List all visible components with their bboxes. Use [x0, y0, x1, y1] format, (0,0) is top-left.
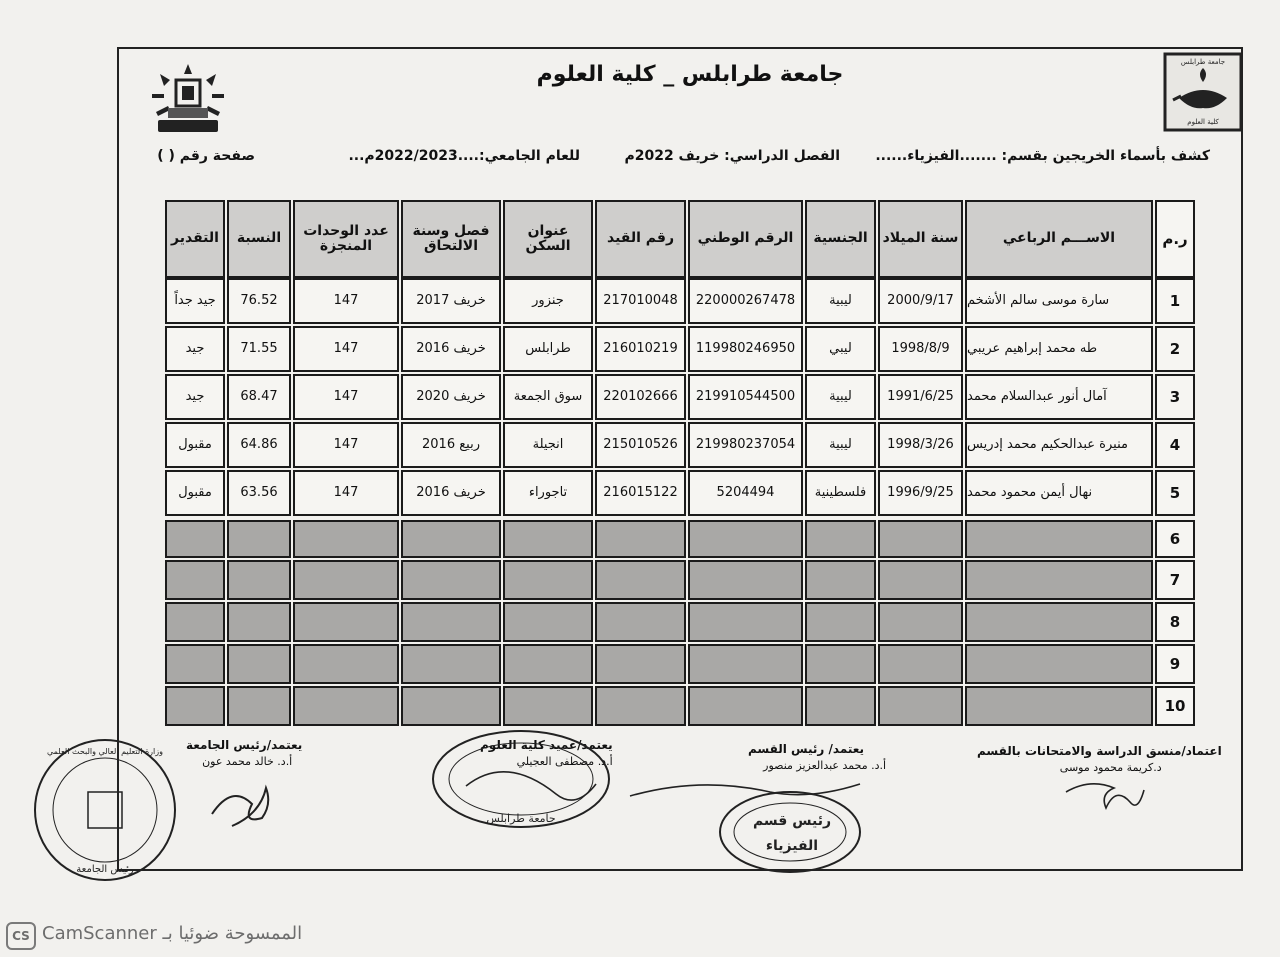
department-head-signature [748, 742, 886, 772]
table-cell-registration-number: 217010048 [595, 278, 686, 324]
coordinator-name: د.كريمة محمود موسى [1059, 761, 1162, 774]
department-stamp [620, 770, 880, 880]
table-cell-percentage: 64.86 [227, 422, 291, 468]
table-cell-address [503, 602, 593, 642]
svg-text:رئيس الجامعة: رئيس الجامعة [76, 864, 134, 875]
table-cell-nationality [805, 560, 876, 600]
table-cell-completed-units [293, 686, 399, 726]
table-cell-completed-units: 147 [293, 278, 399, 324]
table-cell-national-id: 119980246950 [688, 326, 803, 372]
table-cell-nationality: ليبية [805, 422, 876, 468]
president-title: يعتمد/رئيس الجامعة [186, 738, 303, 752]
table-cell-percentage [227, 686, 291, 726]
table-cell-full-name [965, 644, 1153, 684]
table-cell-grade: جيد [165, 374, 225, 420]
column-header-registration-number: رقم القيد [595, 200, 686, 278]
table-cell-birth-date [878, 520, 963, 558]
coordinator-handwritten-signature [1060, 772, 1150, 822]
table-cell-enrollment-term [401, 686, 501, 726]
table-cell-nationality [805, 686, 876, 726]
table-cell-nationality: ليبي [805, 326, 876, 372]
dean-name: أ.د. مصطفى العجيلي [516, 755, 613, 768]
table-cell-completed-units [293, 560, 399, 600]
table-cell-completed-units: 147 [293, 422, 399, 468]
table-cell-birth-date: 1991/6/25 [878, 374, 963, 420]
table-cell-national-id: 220000267478 [688, 278, 803, 324]
table-cell-percentage [227, 644, 291, 684]
camscanner-watermark [6, 920, 366, 950]
university-title: جامعة طرابلس _ كلية العلوم [536, 62, 844, 87]
table-cell-completed-units [293, 644, 399, 684]
table-cell-completed-units: 147 [293, 326, 399, 372]
table-cell-birth-date [878, 602, 963, 642]
table-cell-row-number: 2 [1155, 326, 1195, 372]
table-cell-enrollment-term: ربيع 2016 [401, 422, 501, 468]
department-head-title: يعتمد/ رئيس القسم [748, 742, 865, 756]
table-cell-grade: جيد جداً [165, 278, 225, 324]
table-cell-nationality: فلسطينية [805, 470, 876, 516]
table-cell-registration-number: 216015122 [595, 470, 686, 516]
table-cell-percentage: 63.56 [227, 470, 291, 516]
table-cell-address [503, 560, 593, 600]
camscanner-text: الممسوحة ضوئيا بـ CamScanner [42, 923, 303, 944]
table-cell-nationality [805, 644, 876, 684]
graduates-table [143, 198, 1197, 724]
table-cell-enrollment-term: خريف 2016 [401, 470, 501, 516]
svg-text:جامعة طرابلس: جامعة طرابلس [1180, 58, 1226, 66]
table-cell-nationality: ليبية [805, 374, 876, 420]
info-row [150, 148, 1210, 172]
table-cell-grade [165, 602, 225, 642]
table-cell-percentage: 68.47 [227, 374, 291, 420]
table-cell-registration-number: 215010526 [595, 422, 686, 468]
table-cell-address: سوق الجمعة [503, 374, 593, 420]
table-cell-registration-number: 216010219 [595, 326, 686, 372]
table-cell-full-name: طه محمد إبراهيم عريبي [965, 326, 1153, 372]
table-cell-enrollment-term [401, 644, 501, 684]
table-cell-registration-number: 220102666 [595, 374, 686, 420]
table-cell-row-number: 9 [1155, 644, 1195, 684]
table-cell-percentage [227, 602, 291, 642]
svg-text:رئيس قسم: رئيس قسم [752, 813, 832, 829]
column-header-national-id: الرقم الوطني [688, 200, 803, 278]
table-cell-row-number: 5 [1155, 470, 1195, 516]
camscanner-logo-icon: CS [6, 922, 36, 950]
svg-text:وزارة التعليم العالي والبحث ال: وزارة التعليم العالي والبحث العلمي [47, 747, 163, 756]
column-header-full-name: الاســـم الرباعي [965, 200, 1153, 278]
column-header-address: عنوان السكن [503, 200, 593, 278]
table-cell-full-name [965, 520, 1153, 558]
column-header-grade: التقدير [165, 200, 225, 278]
table-cell-registration-number [595, 686, 686, 726]
table-cell-national-id [688, 602, 803, 642]
table-cell-grade [165, 560, 225, 600]
table-cell-grade: مقبول [165, 422, 225, 468]
table-cell-registration-number [595, 602, 686, 642]
table-cell-birth-date: 1996/9/25 [878, 470, 963, 516]
table-cell-full-name: نهال أيمن محمود محمد [965, 470, 1153, 516]
table-cell-national-id [688, 686, 803, 726]
coordinator-signature [977, 744, 1222, 774]
table-cell-national-id: 219980237054 [688, 422, 803, 468]
table-cell-national-id: 219910544500 [688, 374, 803, 420]
table-cell-registration-number [595, 644, 686, 684]
table-cell-grade: مقبول [165, 470, 225, 516]
table-cell-national-id [688, 644, 803, 684]
table-cell-nationality [805, 520, 876, 558]
column-header-nationality: الجنسية [805, 200, 876, 278]
svg-text:جامعة طرابلس: جامعة طرابلس [486, 812, 556, 825]
table-cell-enrollment-term [401, 560, 501, 600]
column-header-percentage: النسبة [227, 200, 291, 278]
table-cell-percentage [227, 560, 291, 600]
table-cell-enrollment-term: خريف 2016 [401, 326, 501, 372]
table-cell-row-number: 8 [1155, 602, 1195, 642]
college-stamp [426, 724, 616, 834]
table-cell-completed-units: 147 [293, 374, 399, 420]
table-cell-completed-units [293, 602, 399, 642]
semester-label: الفصل الدراسي: خريف 2022م [624, 148, 840, 164]
president-signature [186, 738, 302, 768]
coordinator-title: اعتماد/منسق الدراسة والامتحانات بالقسم [977, 744, 1222, 758]
table-cell-enrollment-term [401, 602, 501, 642]
table-cell-enrollment-term: خريف 2020 [401, 374, 501, 420]
table-cell-grade [165, 686, 225, 726]
table-cell-address [503, 520, 593, 558]
table-cell-row-number: 1 [1155, 278, 1195, 324]
table-cell-national-id: 5204494 [688, 470, 803, 516]
graduates-department-label: كشف بأسماء الخريجين بقسم: .......الفيزياء...... [875, 148, 1210, 164]
table-cell-enrollment-term [401, 520, 501, 558]
table-cell-row-number: 10 [1155, 686, 1195, 726]
table-cell-address: انجيلة [503, 422, 593, 468]
table-cell-birth-date [878, 644, 963, 684]
table-cell-registration-number [595, 520, 686, 558]
table-cell-row-number: 4 [1155, 422, 1195, 468]
table-cell-completed-units [293, 520, 399, 558]
svg-text:كلية العلوم: كلية العلوم [1187, 118, 1219, 126]
column-header-birth-date: سنة الميلاد [878, 200, 963, 278]
table-cell-full-name: سارة موسى سالم الأشخم [965, 278, 1153, 324]
table-cell-address: طرابلس [503, 326, 593, 372]
table-cell-full-name: آمال أنور عبدالسلام محمد [965, 374, 1153, 420]
department-head-name: أ.د. محمد عبدالعزيز منصور [763, 759, 887, 772]
table-cell-percentage: 71.55 [227, 326, 291, 372]
table-cell-grade [165, 644, 225, 684]
table-cell-nationality: ليبية [805, 278, 876, 324]
column-header-completed-units: عدد الوحدات المنجزة [293, 200, 399, 278]
table-cell-full-name: منيرة عبدالحكيم محمد إدريس [965, 422, 1153, 468]
table-cell-nationality [805, 602, 876, 642]
academic-year-label: للعام الجامعي:....2022/2023م... [348, 148, 580, 164]
dean-title: يعتمد/عميد كلية العلوم [480, 738, 613, 752]
table-cell-row-number: 7 [1155, 560, 1195, 600]
table-cell-completed-units: 147 [293, 470, 399, 516]
table-cell-percentage [227, 520, 291, 558]
table-cell-full-name [965, 560, 1153, 600]
table-cell-row-number: 3 [1155, 374, 1195, 420]
table-cell-grade [165, 520, 225, 558]
table-cell-enrollment-term: خريف 2017 [401, 278, 501, 324]
president-name: أ.د. خالد محمد عون [202, 755, 293, 768]
table-cell-birth-date [878, 686, 963, 726]
table-cell-full-name [965, 602, 1153, 642]
column-header-row-number: ر.م [1155, 200, 1195, 278]
table-cell-address: جنزور [503, 278, 593, 324]
svg-text:الفيزياء: الفيزياء [765, 838, 819, 854]
table-cell-address [503, 686, 593, 726]
college-logo [1163, 52, 1243, 132]
table-cell-address [503, 644, 593, 684]
table-cell-full-name [965, 686, 1153, 726]
table-cell-national-id [688, 520, 803, 558]
table-cell-row-number: 6 [1155, 520, 1195, 558]
table-cell-national-id [688, 560, 803, 600]
table-cell-grade: جيد [165, 326, 225, 372]
table-cell-birth-date: 2000/9/17 [878, 278, 963, 324]
table-cell-birth-date [878, 560, 963, 600]
table-cell-registration-number [595, 560, 686, 600]
table-cell-birth-date: 1998/8/9 [878, 326, 963, 372]
ministry-stamp [30, 730, 180, 890]
table-cell-birth-date: 1998/3/26 [878, 422, 963, 468]
table-cell-percentage: 76.52 [227, 278, 291, 324]
president-handwritten-signature [202, 774, 282, 834]
column-header-enrollment-term: فصل وسنة الالتحاق [401, 200, 501, 278]
page-number-label: صفحة رقم ( ) [157, 148, 255, 164]
table-cell-address: تاجوراء [503, 470, 593, 516]
university-logo [146, 60, 230, 140]
